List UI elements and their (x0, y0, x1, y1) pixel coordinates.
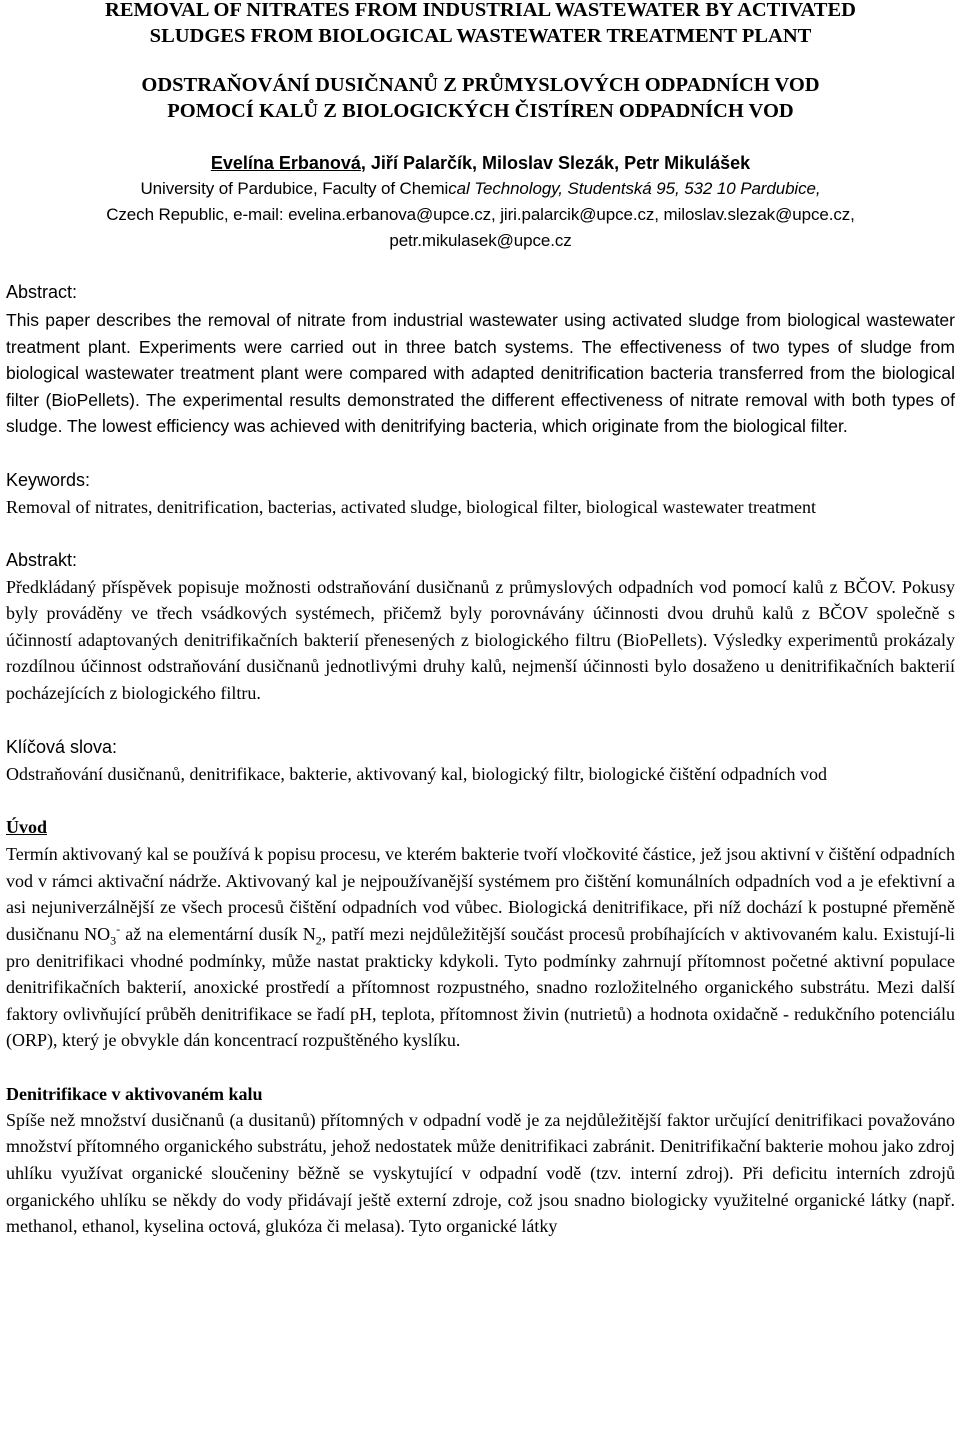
klicova-slova-text: Odstraňování dusičnanů, denitrifikace, bakterie, aktivovaný kal, biologický filtr, biologické čištění odpadních vod (6, 763, 828, 784)
affiliation-line-3: petr.mikulasek@upce.cz (389, 231, 572, 250)
uvod-text-part-1: Termín aktivovaný kal se používá k popisu procesu, ve kterém bakterie tvoří vločkovité částice, jež jsou aktivní v čištění odpadních vod v rámci aktivační nádrže. Aktivovaný kal je nejpoužívanější systémem pro čištění komunálních odpadních vod a je efektivní a asi nejuniverzálnější ze všech procesů čištění odpadních vod vůbec. Biologická denitrifikace, při níž dochází k postupné přeměně dusičnanu NO (6, 844, 955, 944)
title-english-line-2: SLUDGES FROM BIOLOGICAL WASTEWATER TREATMENT PLANT (149, 25, 812, 47)
keywords-text: Removal of nitrates, denitrification, bacterias, activated sludge, biological filter, biological wastewater treatment (6, 496, 816, 517)
klicova-slova-heading: Klíčová slova: (6, 736, 118, 757)
uvod-heading: Úvod (6, 817, 48, 838)
denitrifikace-text: Spíše než množství dusičnanů (a dusitanů) přítomných v odpadní vodě je za nejdůležitější faktor určující denitrifikaci považováno množství přítomného organického substrátu, jehož nedostatek může denitrifikaci zabránit. Denitrifikační bakterie mohou jako zdroj uhlíku využívat organické sloučeniny běžně se vyskytující v odpadní vodě (tzv. interní zdroj). Při deficitu interních zdrojů organického uhlíku se někdy do vody přidávají ještě externí zdroje, což jsou snadno biologicky využitelné organické látky (např. methanol, ethanol, kyselina octová, glukóza či melasa). Tyto organické látky (6, 1109, 955, 1237)
no3-superscript: - (116, 921, 121, 936)
abstract-heading: Abstract: (6, 282, 78, 302)
uvod-text-part-3: , patří mezi nejdůležitější součást procesů probíhajících v aktivovaném kalu. Existují-li pro denitrifikaci vhodné podmínky, může nastat prakticky kdykoli. Tyto podmínky zahrnují přítomnost početné aktivní populace denitrifikačních bakterií, anoxické prostředí a přítomnost rozpustného, snadno rozložitelného organického substrátu. Mezi další faktory ovlivňující průběh denitrifikace se řadí pH, teplota, přítomnost živin (nutrietů) a hodnota oxidačně - redukčního potenciálu (ORP), který je obvykle dán koncentrací rozpuštěného kyslíku. (6, 923, 955, 1051)
title-czech-line-2: POMOCÍ KALŮ Z BIOLOGICKÝCH ČISTÍREN ODPADNÍCH VOD (167, 100, 794, 122)
author-list (6, 150, 955, 176)
no3-subscript: 3 (110, 933, 117, 948)
affiliation-line-2: Czech Republic, e-mail: evelina.erbanova@upce.cz, jiri.palarcik@upce.cz, miloslav.slezak@upce.cz, (106, 205, 855, 224)
affiliation-italic: cal Technology, Studentská 95, 532 10 Pardubice, (448, 179, 821, 198)
title-czech-line-1: ODSTRAŇOVÁNÍ DUSIČNANŮ Z PRŮMYSLOVÝCH ODPADNÍCH VOD (141, 74, 820, 96)
paper-page (6, 0, 955, 1240)
abstract-text: This paper describes the removal of nitrate from industrial wastewater using activated sludge from biological wastewater treatment plant. Experiments were carried out in three batch systems. The effectiveness of two types of sludge from biological wastewater treatment plant were compared with adapted denitrification bacteria transferred from the biological filter (BioPellets). The experimental results demonstrated the different effectiveness of nitrate removal with both types of sludge. The lowest efficiency was achieved with denitrifying bacteria, which originate from the biological filter. (6, 310, 955, 437)
uvod-text-part-2: až na elementární dusík N (120, 923, 316, 944)
co-authors: , Jiří Palarčík, Miloslav Slezák, Petr Mikulášek (360, 153, 751, 173)
abstrakt-heading: Abstrakt: (6, 549, 78, 570)
affiliation-line-1 (6, 176, 955, 202)
keywords-heading: Keywords: (6, 469, 91, 490)
abstrakt-text: Předkládaný příspěvek popisuje možnosti odstraňování dusičnanů z průmyslových odpadních vod pomocí kalů z BČOV. Pokusy byly prováděny ve třech vsádkových systémech, přičemž byly porovnávány účinnosti dvou druhů kalů z BČOV společně s účinností adaptovaných denitrifikačních bakterií přenesených z biologického filtru (BioPellets). Výsledky experimentů prokázaly rozdílnou účinnost odstraňování dusičnanů jednotlivými druhy kalů, nejmenší účinnosti bylo dosaženo u denitrifikačních bakterií pocházejících z biologického filtru. (6, 576, 955, 703)
uvod-text (6, 841, 955, 1054)
title-english-line-1: REMOVAL OF NITRATES FROM INDUSTRIAL WASTEWATER BY ACTIVATED (105, 0, 856, 21)
title-english (6, 0, 955, 49)
n2-subscript: 2 (315, 933, 322, 948)
title-czech (6, 72, 955, 124)
presenting-author: Evelína Erbanová (210, 153, 361, 173)
affiliation-plain: University of Pardubice, Faculty of Chemi (140, 179, 449, 198)
denitrifikace-heading: Denitrifikace v aktivovaném kalu (6, 1083, 263, 1104)
